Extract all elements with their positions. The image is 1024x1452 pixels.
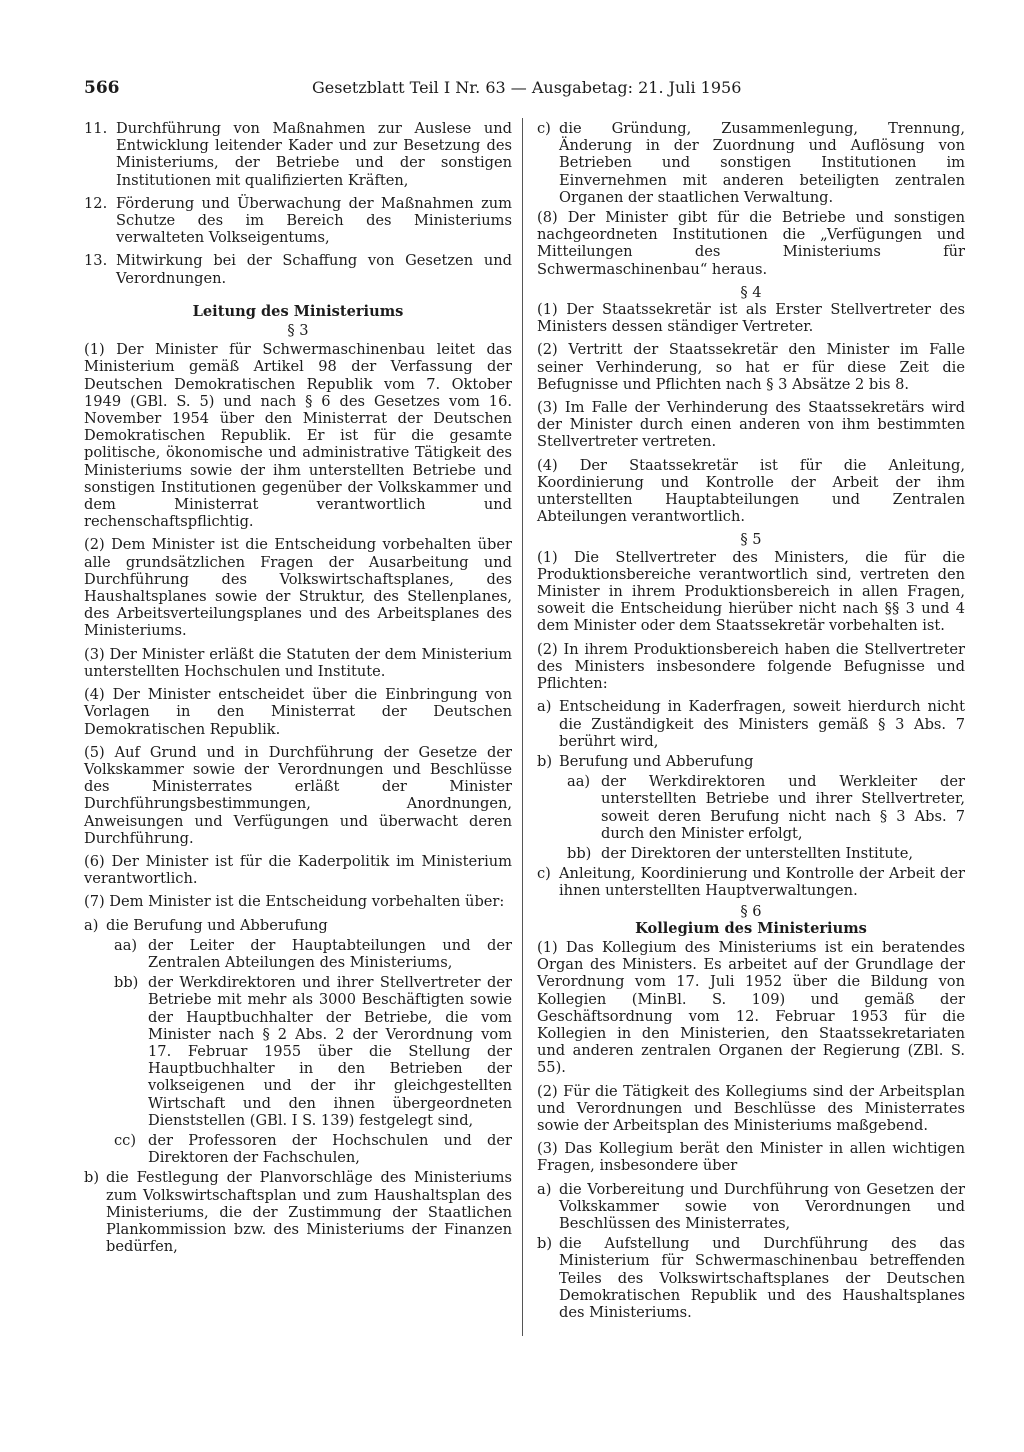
section-heading: Leitung des Ministeriums xyxy=(192,302,404,320)
paragraph: (3) Im Falle der Verhinderung des Staatssekretärs wird der Minister durch einen anderen von ihm bestimmten Stellvertreter vertreten. xyxy=(537,399,965,451)
paragraph: (3) Das Kollegium berät den Minister in allen wichtigen Fragen, insbesondere über xyxy=(537,1140,965,1175)
list-item: a) die Vorbereitung und Durchführung von Gesetzen der Volkskammer sowie von Verordnungen und Beschlüssen des Ministerrates, xyxy=(537,1180,965,1232)
section-number: § 5 xyxy=(740,531,762,549)
header-title: Gesetzblatt Teil I Nr. 63 — Ausgabetag: 21. Juli 1956 xyxy=(312,78,742,97)
paragraph: (1) Die Stellvertreter des Ministers, die für die Produktionsbereiche verantwortlich sind, vertreten den Minister in ihrem Produktionsbereich in allen Fragen, soweit die Entscheidung hierüber nicht nach §§ 3 und 4 dem Minister oder dem Staatssekretär vorbehalten ist. xyxy=(537,548,965,635)
paragraph: (6) Der Minister ist für die Kaderpolitik im Ministerium verantwortlich. xyxy=(84,852,512,888)
section-number: § 6 xyxy=(740,902,762,920)
paragraph: (1) Der Staatssekretär ist als Erster Stellvertreter des Ministers dessen ständiger Vertreter. xyxy=(537,301,965,336)
paragraph: (8) Der Minister gibt für die Betriebe und sonstigen nachgeordneten Institutionen die „Verfügungen und Mitteilungen des Ministeriums für Schwermaschinenbau“ heraus. xyxy=(537,209,965,278)
list-item: bb) der Werkdirektoren und ihrer Stellvertreter der Betriebe mit mehr als 3000 Beschäftigten sowie der Hauptbuchhalter der Betriebe, die vom Minister nach § 2 Abs. 2 der Verordnung vom 17. Februar 1955 über die Stellung der Hauptbuchhalter in den Betrieben der volkseigenen und der ihr gleichgestellten Wirtschaft und den ihnen übergeordneten Dienststellen (GBl. I S. 139) festgelegt sind, xyxy=(114,974,512,1129)
list-item: c) Anleitung, Koordinierung und Kontrolle der Arbeit der ihnen unterstellten Hauptverwaltungen. xyxy=(537,865,965,900)
right-column xyxy=(537,120,965,1324)
list-item: a) Entscheidung in Kaderfragen, soweit hierdurch nicht die Zuständigkeit des Ministers gemäß § 3 Abs. 7 berührt wird, xyxy=(537,698,965,750)
list-item: b) die Aufstellung und Durchführung des das Ministerium für Schwermaschinenbau betreffenden Teiles des Volkswirtschaftsplanes der Deutschen Demokratischen Republik und des Haushaltsplanes des Ministeriums. xyxy=(537,1235,965,1321)
paragraph: (4) Der Staatssekretär ist für die Anleitung, Koordinierung und Kontrolle der Arbeit der ihm unterstellten Hauptabteilungen und Zentralen Abteilungen verantwortlich. xyxy=(537,456,965,526)
paragraph: (1) Der Minister für Schwermaschinenbau leitet das Ministerium gemäß Artikel 98 der Verfassung der Deutschen Demokratischen Republik vom 7. Oktober 1949 (GBl. S. 5) und nach § 6 des Gesetzes vom 16. November 1954 über den Ministerrat der Deutschen Demokratischen Republik. Er ist für die gesamte politische, ökonomische und administrative Tätigkeit des Ministeriums sowie der ihm unterstellten Betriebe und sonstigen Institutionen gegenüber der Volkskammer und dem Ministerrat verantwortlich und rechenschaftspflichtig. xyxy=(84,341,512,531)
page-header xyxy=(84,78,972,104)
left-column xyxy=(84,120,512,1258)
paragraph: (3) Der Minister erläßt die Statuten der dem Ministerium unterstellten Hochschulen und Institute. xyxy=(84,645,512,680)
paragraph: (2) Dem Minister ist die Entscheidung vorbehalten über alle grundsätzlichen Fragen der Ausarbeitung und Durchführung des Volkswirtschaftsplanes, des Haushaltsplanes sowie der Struktur, des Stellenplanes, des Arbeitsverteilungsplanes und des Arbeitsplanes des Ministeriums. xyxy=(84,536,512,640)
paragraph: (2) Vertritt der Staatssekretär den Minister im Falle seiner Verhinderung, so hat er für diese Zeit die Befugnisse und Pflichten nach § 3 Absätze 2 bis 8. xyxy=(537,341,965,393)
paragraph: (1) Das Kollegium des Ministeriums ist ein beratendes Organ des Ministers. Es arbeitet auf der Grundlage der Verordnung vom 17. Juli 1952 über die Bildung von Kollegien (MinBl. S. 109) und gemäß der Geschäftsordnung vom 12. Februar 1953 für die Kollegien in den Ministerien, den Staatssekretariaten und anderen zentralen Organen der Regierung (ZBl. S. 55). xyxy=(537,938,965,1077)
list-item: 13. Mitwirkung bei der Schaffung von Gesetzen und Verordnungen. xyxy=(84,252,512,287)
list-item: b) die Festlegung der Planvorschläge des Ministeriums zum Volkswirtschaftsplan und zum Haushaltsplan des Ministeriums, die der Zustimmung der Staatlichen Plankommission bzw. des Ministeriums der Finanzen bedürfen, xyxy=(84,1169,512,1256)
list-item: 11. Durchführung von Maßnahmen zur Auslese und Entwicklung leitender Kader und zur Besetzung des Ministeriums, der Betriebe und der sonstigen Institutionen mit qualifizierten Kräften, xyxy=(84,120,512,189)
list-item: aa) der Werkdirektoren und Werkleiter der unterstellten Betriebe und ihrer Stellvertreter, soweit deren Berufung nicht nach § 3 Abs. 7 durch den Minister erfolgt, xyxy=(567,773,965,842)
paragraph: (5) Auf Grund und in Durchführung der Gesetze der Volkskammer sowie der Verordnungen und Beschlüsse des Ministerrates erläßt der Minister Durchführungsbestimmungen, Anordnungen, Anweisungen und Verfügungen und überwacht deren Durchführung. xyxy=(84,743,512,847)
list-item: cc) der Professoren der Hochschulen und der Direktoren der Fachschulen, xyxy=(114,1131,512,1167)
list-item: aa) der Leiter der Hauptabteilungen und der Zentralen Abteilungen des Ministeriums, xyxy=(114,936,512,971)
paragraph: (2) In ihrem Produktionsbereich haben die Stellvertreter des Ministers insbesondere folgende Befugnisse und Pflichten: xyxy=(537,640,965,693)
list-item: a) die Berufung und Abberufung xyxy=(84,916,328,934)
paragraph: (2) Für die Tätigkeit des Kollegiums sind der Arbeitsplan und Verordnungen und Beschlüsse des Ministerrates sowie der Arbeitsplan des Ministeriums maßgebend. xyxy=(537,1082,965,1134)
section-number: § 4 xyxy=(740,283,762,301)
page-number: 566 xyxy=(84,78,120,98)
column-divider xyxy=(522,118,523,1336)
list-item: 12. Förderung und Überwachung der Maßnahmen zum Schutze des im Bereich des Ministeriums verwalteten Volkseigentums, xyxy=(84,194,512,247)
section-heading: Kollegium des Ministeriums xyxy=(635,919,867,937)
list-item: bb) der Direktoren der unterstellten Institute, xyxy=(567,844,914,862)
list-item: b) Berufung und Abberufung xyxy=(537,752,754,770)
list-item: c) die Gründung, Zusammenlegung, Trennung, Änderung in der Zuordnung und Auflösung von Betrieben und sonstigen Institutionen im Einvernehmen mit anderen beteiligten zentralen Organen der staatlichen Verwaltung. xyxy=(537,120,965,206)
paragraph: (4) Der Minister entscheidet über die Einbringung von Vorlagen in den Ministerrat der Deutschen Demokratischen Republik. xyxy=(84,686,512,738)
paragraph: (7) Dem Minister ist die Entscheidung vorbehalten über: xyxy=(84,893,505,911)
section-number: § 3 xyxy=(287,322,309,340)
